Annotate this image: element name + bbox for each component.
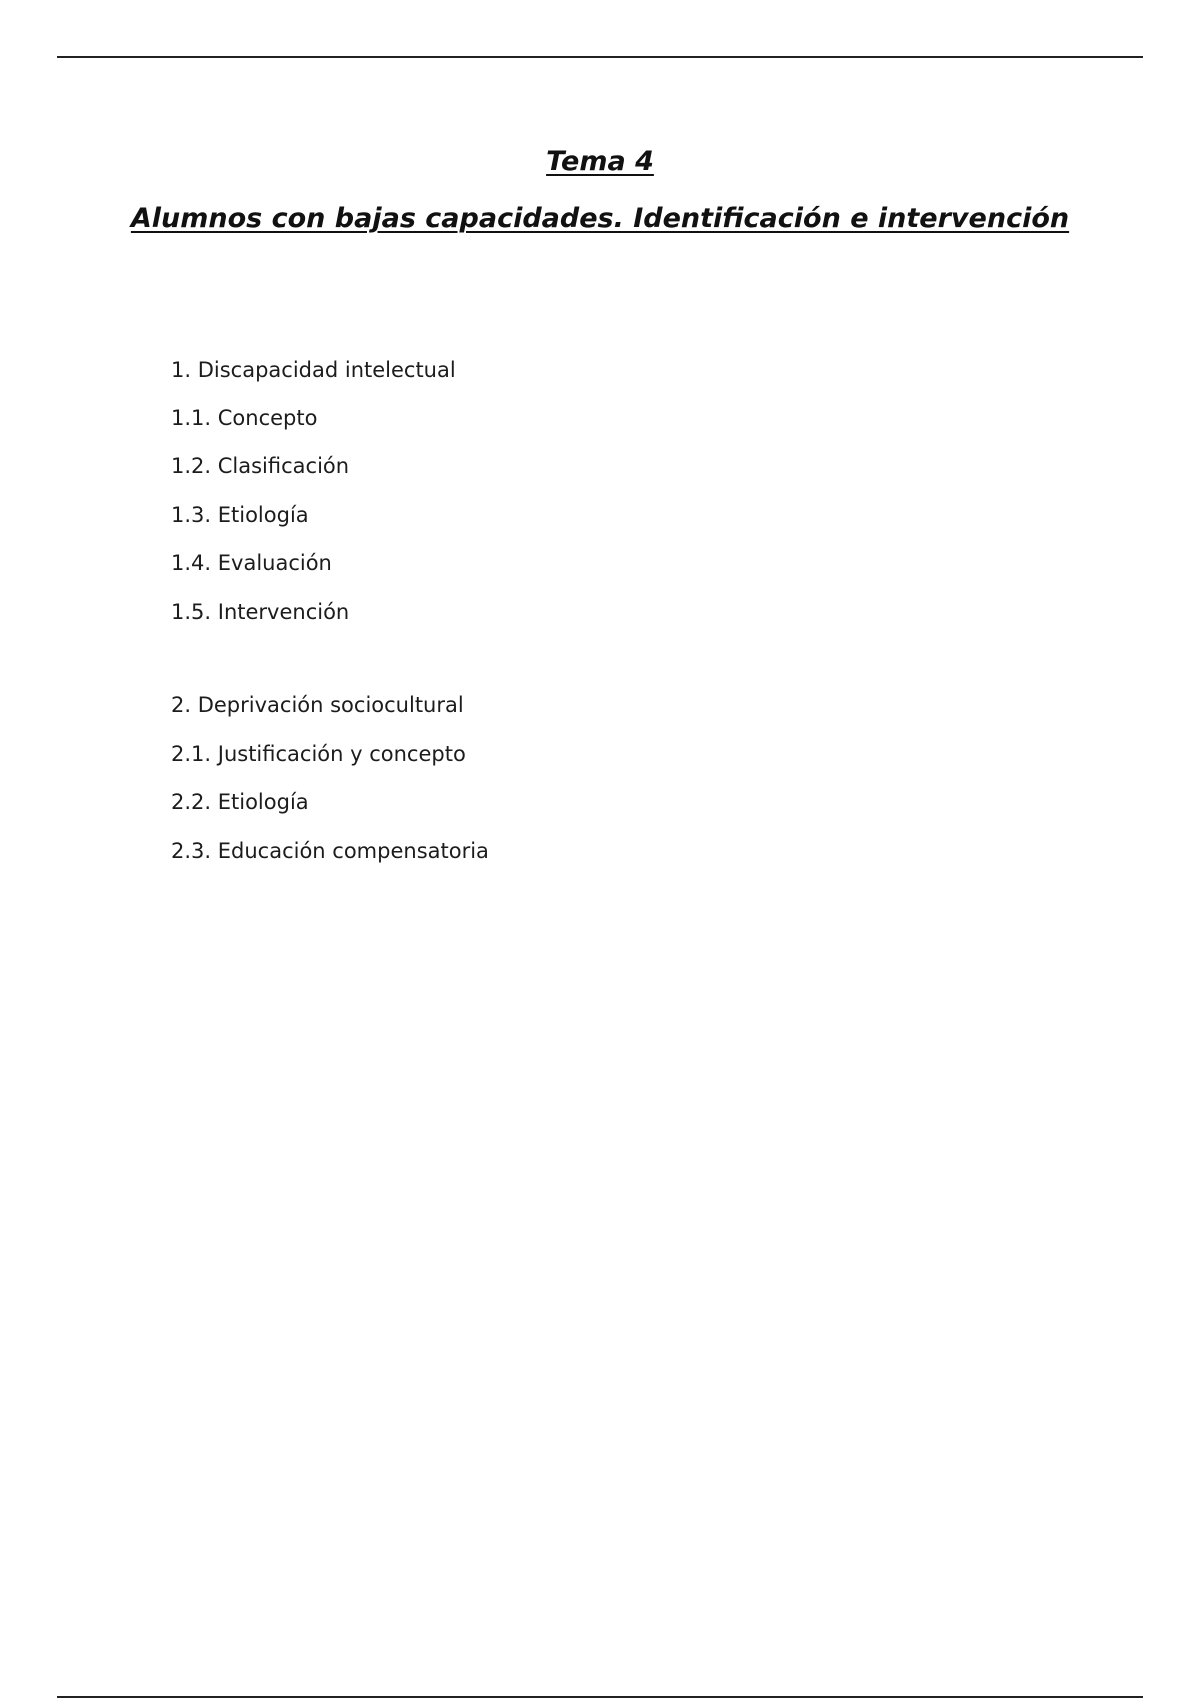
toc-item: 1.1. Concepto [171,406,318,430]
toc-item: 1.3. Etiología [171,503,309,527]
toc-item: 1.2. Clasificación [171,454,350,478]
document-title: Alumnos con bajas capacidades. Identificación e intervención [130,203,1070,234]
toc-item: 1.4. Evaluación [171,551,332,575]
topic-title: Tema 4 [546,146,654,177]
toc-item: 2.3. Educación compensatoria [171,839,489,863]
toc-item: 2.1. Justificación y concepto [171,742,466,766]
toc-section-heading: 1. Discapacidad intelectual [171,358,456,382]
toc-item: 1.5. Intervención [171,600,350,624]
page-top-rule [57,56,1143,58]
page-bottom-rule [57,1696,1143,1698]
toc-section-heading: 2. Deprivación sociocultural [171,693,464,717]
toc-item: 2.2. Etiología [171,790,309,814]
